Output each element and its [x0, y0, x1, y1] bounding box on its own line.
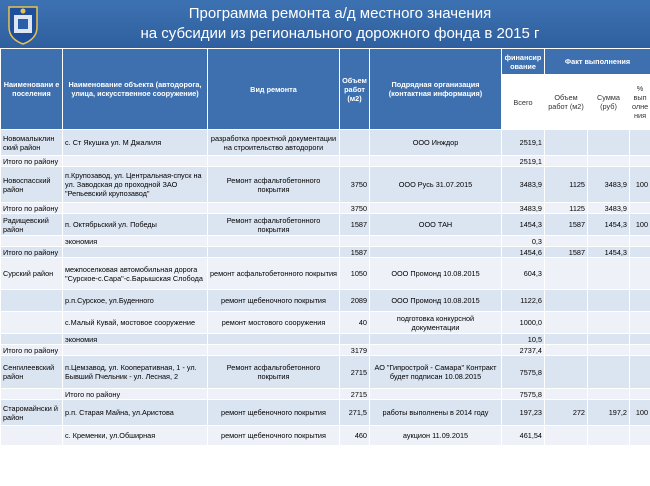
- cell-contractor: [370, 203, 502, 214]
- cell-repair: Ремонт асфальтобетонного покрытия: [208, 167, 340, 203]
- cell-total: 2737,4: [502, 345, 545, 356]
- cell-fvol: [545, 236, 588, 247]
- cell-settlement: Сурский район: [1, 258, 63, 290]
- cell-repair: ремонт щебеночного покрытия: [208, 400, 340, 426]
- cell-volume: 3750: [340, 167, 370, 203]
- cell-fvol: [545, 258, 588, 290]
- cell-pct: [630, 389, 650, 400]
- col-contractor: Подрядная организация (контактная информация): [370, 49, 502, 130]
- cell-object: с. Ст Якушка ул. М Джалиля: [63, 130, 208, 156]
- table-row: [1, 334, 650, 345]
- cell-total: 1454,6: [502, 247, 545, 258]
- cell-pct: [630, 356, 650, 389]
- col-fact-sum: Сумма (руб): [588, 75, 630, 130]
- cell-settlement: Итого по району: [1, 345, 63, 356]
- table-row: [1, 356, 650, 389]
- table-row: [1, 203, 650, 214]
- cell-settlement: Итого по району: [1, 156, 63, 167]
- cell-settlement: Сенгилеевский район: [1, 356, 63, 389]
- cell-contractor: подготовка конкурсной документации: [370, 312, 502, 334]
- cell-repair: [208, 203, 340, 214]
- cell-fsum: 1454,3: [588, 214, 630, 236]
- cell-object: с.Малый Кувай, мостовое сооружение: [63, 312, 208, 334]
- cell-object: межпоселковая автомобильная дорога "Сурское-с.Сара"-с.Барышская Слобода: [63, 258, 208, 290]
- cell-repair: Ремонт асфальтобетонного покрытия: [208, 356, 340, 389]
- cell-fsum: [588, 130, 630, 156]
- cell-volume: 3179: [340, 345, 370, 356]
- cell-settlement: [1, 389, 63, 400]
- cell-pct: [630, 247, 650, 258]
- cell-volume: 2089: [340, 290, 370, 312]
- cell-volume: 3750: [340, 203, 370, 214]
- cell-fsum: [588, 345, 630, 356]
- cell-object: Итого по району: [63, 389, 208, 400]
- cell-pct: [630, 236, 650, 247]
- cell-settlement: [1, 290, 63, 312]
- cell-contractor: [370, 334, 502, 345]
- page-title: Программа ремонта а/д местного значения на субсидии из регионального дорожного фонда в 2015 г: [140, 5, 540, 42]
- cell-contractor: [370, 247, 502, 258]
- table-row: [1, 312, 650, 334]
- cell-volume: 1587: [340, 214, 370, 236]
- cell-contractor: ООО Промонд 10.08.2015: [370, 290, 502, 312]
- cell-settlement: Итого по району: [1, 203, 63, 214]
- cell-total: 7575,8: [502, 389, 545, 400]
- cell-volume: 271,5: [340, 400, 370, 426]
- cell-object: п.Цемзавод, ул. Кооперативная, 1 - ул. Бывший Пчельник - ул. Лесная, 2: [63, 356, 208, 389]
- cell-total: 0,3: [502, 236, 545, 247]
- cell-pct: [630, 345, 650, 356]
- cell-repair: разработка проектной документации на строительство автодороги: [208, 130, 340, 156]
- cell-settlement: Радищевский район: [1, 214, 63, 236]
- cell-settlement: [1, 334, 63, 345]
- cell-pct: 100: [630, 214, 650, 236]
- cell-repair: [208, 247, 340, 258]
- slide-header: [0, 0, 650, 48]
- col-volume: Объем работ (м2): [340, 49, 370, 130]
- cell-total: 10,5: [502, 334, 545, 345]
- cell-object: с. Кременки, ул.Обширная: [63, 426, 208, 446]
- cell-repair: [208, 236, 340, 247]
- cell-total: 1454,3: [502, 214, 545, 236]
- cell-volume: 40: [340, 312, 370, 334]
- col-total: Всего: [502, 75, 545, 130]
- cell-settlement: [1, 312, 63, 334]
- cell-fvol: [545, 389, 588, 400]
- cell-settlement: [1, 236, 63, 247]
- col-percent: % вып олне ния: [630, 75, 650, 130]
- cell-volume: 1050: [340, 258, 370, 290]
- cell-total: 3483,9: [502, 167, 545, 203]
- table-row: [1, 130, 650, 156]
- cell-total: 1000,0: [502, 312, 545, 334]
- cell-settlement: Итого по району: [1, 247, 63, 258]
- cell-fvol: [545, 426, 588, 446]
- cell-fvol: 1125: [545, 203, 588, 214]
- table-row: [1, 258, 650, 290]
- cell-object: [63, 203, 208, 214]
- cell-fvol: [545, 130, 588, 156]
- cell-fsum: 3483,9: [588, 203, 630, 214]
- cell-contractor: [370, 345, 502, 356]
- cell-pct: [630, 258, 650, 290]
- cell-object: экономия: [63, 236, 208, 247]
- cell-pct: [630, 312, 650, 334]
- cell-pct: 100: [630, 400, 650, 426]
- repair-program-table: [0, 48, 650, 486]
- col-fact: Факт выполнения: [545, 49, 650, 75]
- cell-total: 1122,6: [502, 290, 545, 312]
- cell-pct: [630, 156, 650, 167]
- cell-volume: [340, 334, 370, 345]
- cell-repair: Ремонт асфальтобетонного покрытия: [208, 214, 340, 236]
- col-object: Наименование объекта (автодорога, улица, искусственное сооружение): [63, 49, 208, 130]
- cell-volume: 1587: [340, 247, 370, 258]
- cell-pct: [630, 290, 650, 312]
- cell-contractor: ООО ТАН: [370, 214, 502, 236]
- table-row: [1, 167, 650, 203]
- table-row: [1, 426, 650, 446]
- cell-contractor: [370, 156, 502, 167]
- table-row: [1, 236, 650, 247]
- cell-volume: 460: [340, 426, 370, 446]
- cell-settlement: Новоспасский район: [1, 167, 63, 203]
- col-settlement: Наименовани е поселения: [1, 49, 63, 130]
- cell-repair: ремонт щебеночного покрытия: [208, 426, 340, 446]
- cell-repair: ремонт мостового сооружения: [208, 312, 340, 334]
- cell-repair: [208, 156, 340, 167]
- cell-total: 2519,1: [502, 130, 545, 156]
- cell-contractor: АО "Гипрострой - Самара" Контракт будет подписан 10.08.2015: [370, 356, 502, 389]
- cell-contractor: [370, 236, 502, 247]
- cell-volume: [340, 156, 370, 167]
- coat-of-arms-icon: [6, 3, 40, 45]
- cell-repair: [208, 389, 340, 400]
- cell-total: 2519,1: [502, 156, 545, 167]
- cell-fsum: [588, 312, 630, 334]
- col-financing: финансир ование: [502, 49, 545, 75]
- cell-pct: 100: [630, 167, 650, 203]
- cell-fvol: 1587: [545, 247, 588, 258]
- cell-contractor: работы выполнены в 2014 году: [370, 400, 502, 426]
- cell-object: п.Крупозавод, ул. Центральная-спуск на ул. Заводская до проходной ЗАО "Репьевский крупозавод": [63, 167, 208, 203]
- cell-repair: ремонт асфальтобетонного покрытия: [208, 258, 340, 290]
- cell-fsum: [588, 258, 630, 290]
- cell-repair: [208, 334, 340, 345]
- cell-total: 604,3: [502, 258, 545, 290]
- cell-fsum: 1454,3: [588, 247, 630, 258]
- cell-contractor: [370, 389, 502, 400]
- cell-pct: [630, 426, 650, 446]
- table-row: [1, 400, 650, 426]
- cell-volume: 2715: [340, 356, 370, 389]
- cell-object: экономия: [63, 334, 208, 345]
- table-row: [1, 345, 650, 356]
- cell-fsum: 3483,9: [588, 167, 630, 203]
- table-row: [1, 247, 650, 258]
- cell-repair: [208, 345, 340, 356]
- cell-fvol: [545, 334, 588, 345]
- cell-contractor: ООО Промонд 10.08.2015: [370, 258, 502, 290]
- cell-object: п. Октябрьский ул. Победы: [63, 214, 208, 236]
- table-row: [1, 290, 650, 312]
- cell-object: [63, 345, 208, 356]
- cell-volume: [340, 130, 370, 156]
- cell-object: р.п.Сурское, ул.Буденного: [63, 290, 208, 312]
- table-row: [1, 214, 650, 236]
- cell-contractor: ООО Русь 31.07.2015: [370, 167, 502, 203]
- cell-fsum: 197,2: [588, 400, 630, 426]
- cell-pct: [630, 130, 650, 156]
- cell-total: 197,23: [502, 400, 545, 426]
- cell-total: 461,54: [502, 426, 545, 446]
- cell-object: р.п. Старая Майна, ул.Аристова: [63, 400, 208, 426]
- col-fact-volume: Объем работ (м2): [545, 75, 588, 130]
- cell-repair: ремонт щебеночного покрытия: [208, 290, 340, 312]
- cell-fsum: [588, 236, 630, 247]
- cell-fvol: [545, 312, 588, 334]
- cell-settlement: [1, 426, 63, 446]
- table-row: [1, 389, 650, 400]
- cell-settlement: Новомалыклин ский район: [1, 130, 63, 156]
- cell-fvol: 1125: [545, 167, 588, 203]
- cell-pct: [630, 334, 650, 345]
- cell-object: [63, 247, 208, 258]
- cell-fvol: [545, 290, 588, 312]
- cell-object: [63, 156, 208, 167]
- cell-fsum: [588, 389, 630, 400]
- cell-fvol: [545, 356, 588, 389]
- cell-total: 3483,9: [502, 203, 545, 214]
- cell-fsum: [588, 156, 630, 167]
- cell-volume: 2715: [340, 389, 370, 400]
- cell-settlement: Старомайнски й район: [1, 400, 63, 426]
- cell-fsum: [588, 334, 630, 345]
- cell-contractor: аукцион 11.09.2015: [370, 426, 502, 446]
- cell-fsum: [588, 356, 630, 389]
- table-row: [1, 156, 650, 167]
- cell-total: 7575,8: [502, 356, 545, 389]
- cell-fsum: [588, 290, 630, 312]
- cell-volume: [340, 236, 370, 247]
- col-repair-type: Вид ремонта: [208, 49, 340, 130]
- cell-contractor: ООО Инждор: [370, 130, 502, 156]
- cell-fvol: [545, 156, 588, 167]
- cell-fvol: 1587: [545, 214, 588, 236]
- cell-pct: [630, 203, 650, 214]
- cell-fvol: [545, 345, 588, 356]
- cell-fsum: [588, 426, 630, 446]
- cell-fvol: 272: [545, 400, 588, 426]
